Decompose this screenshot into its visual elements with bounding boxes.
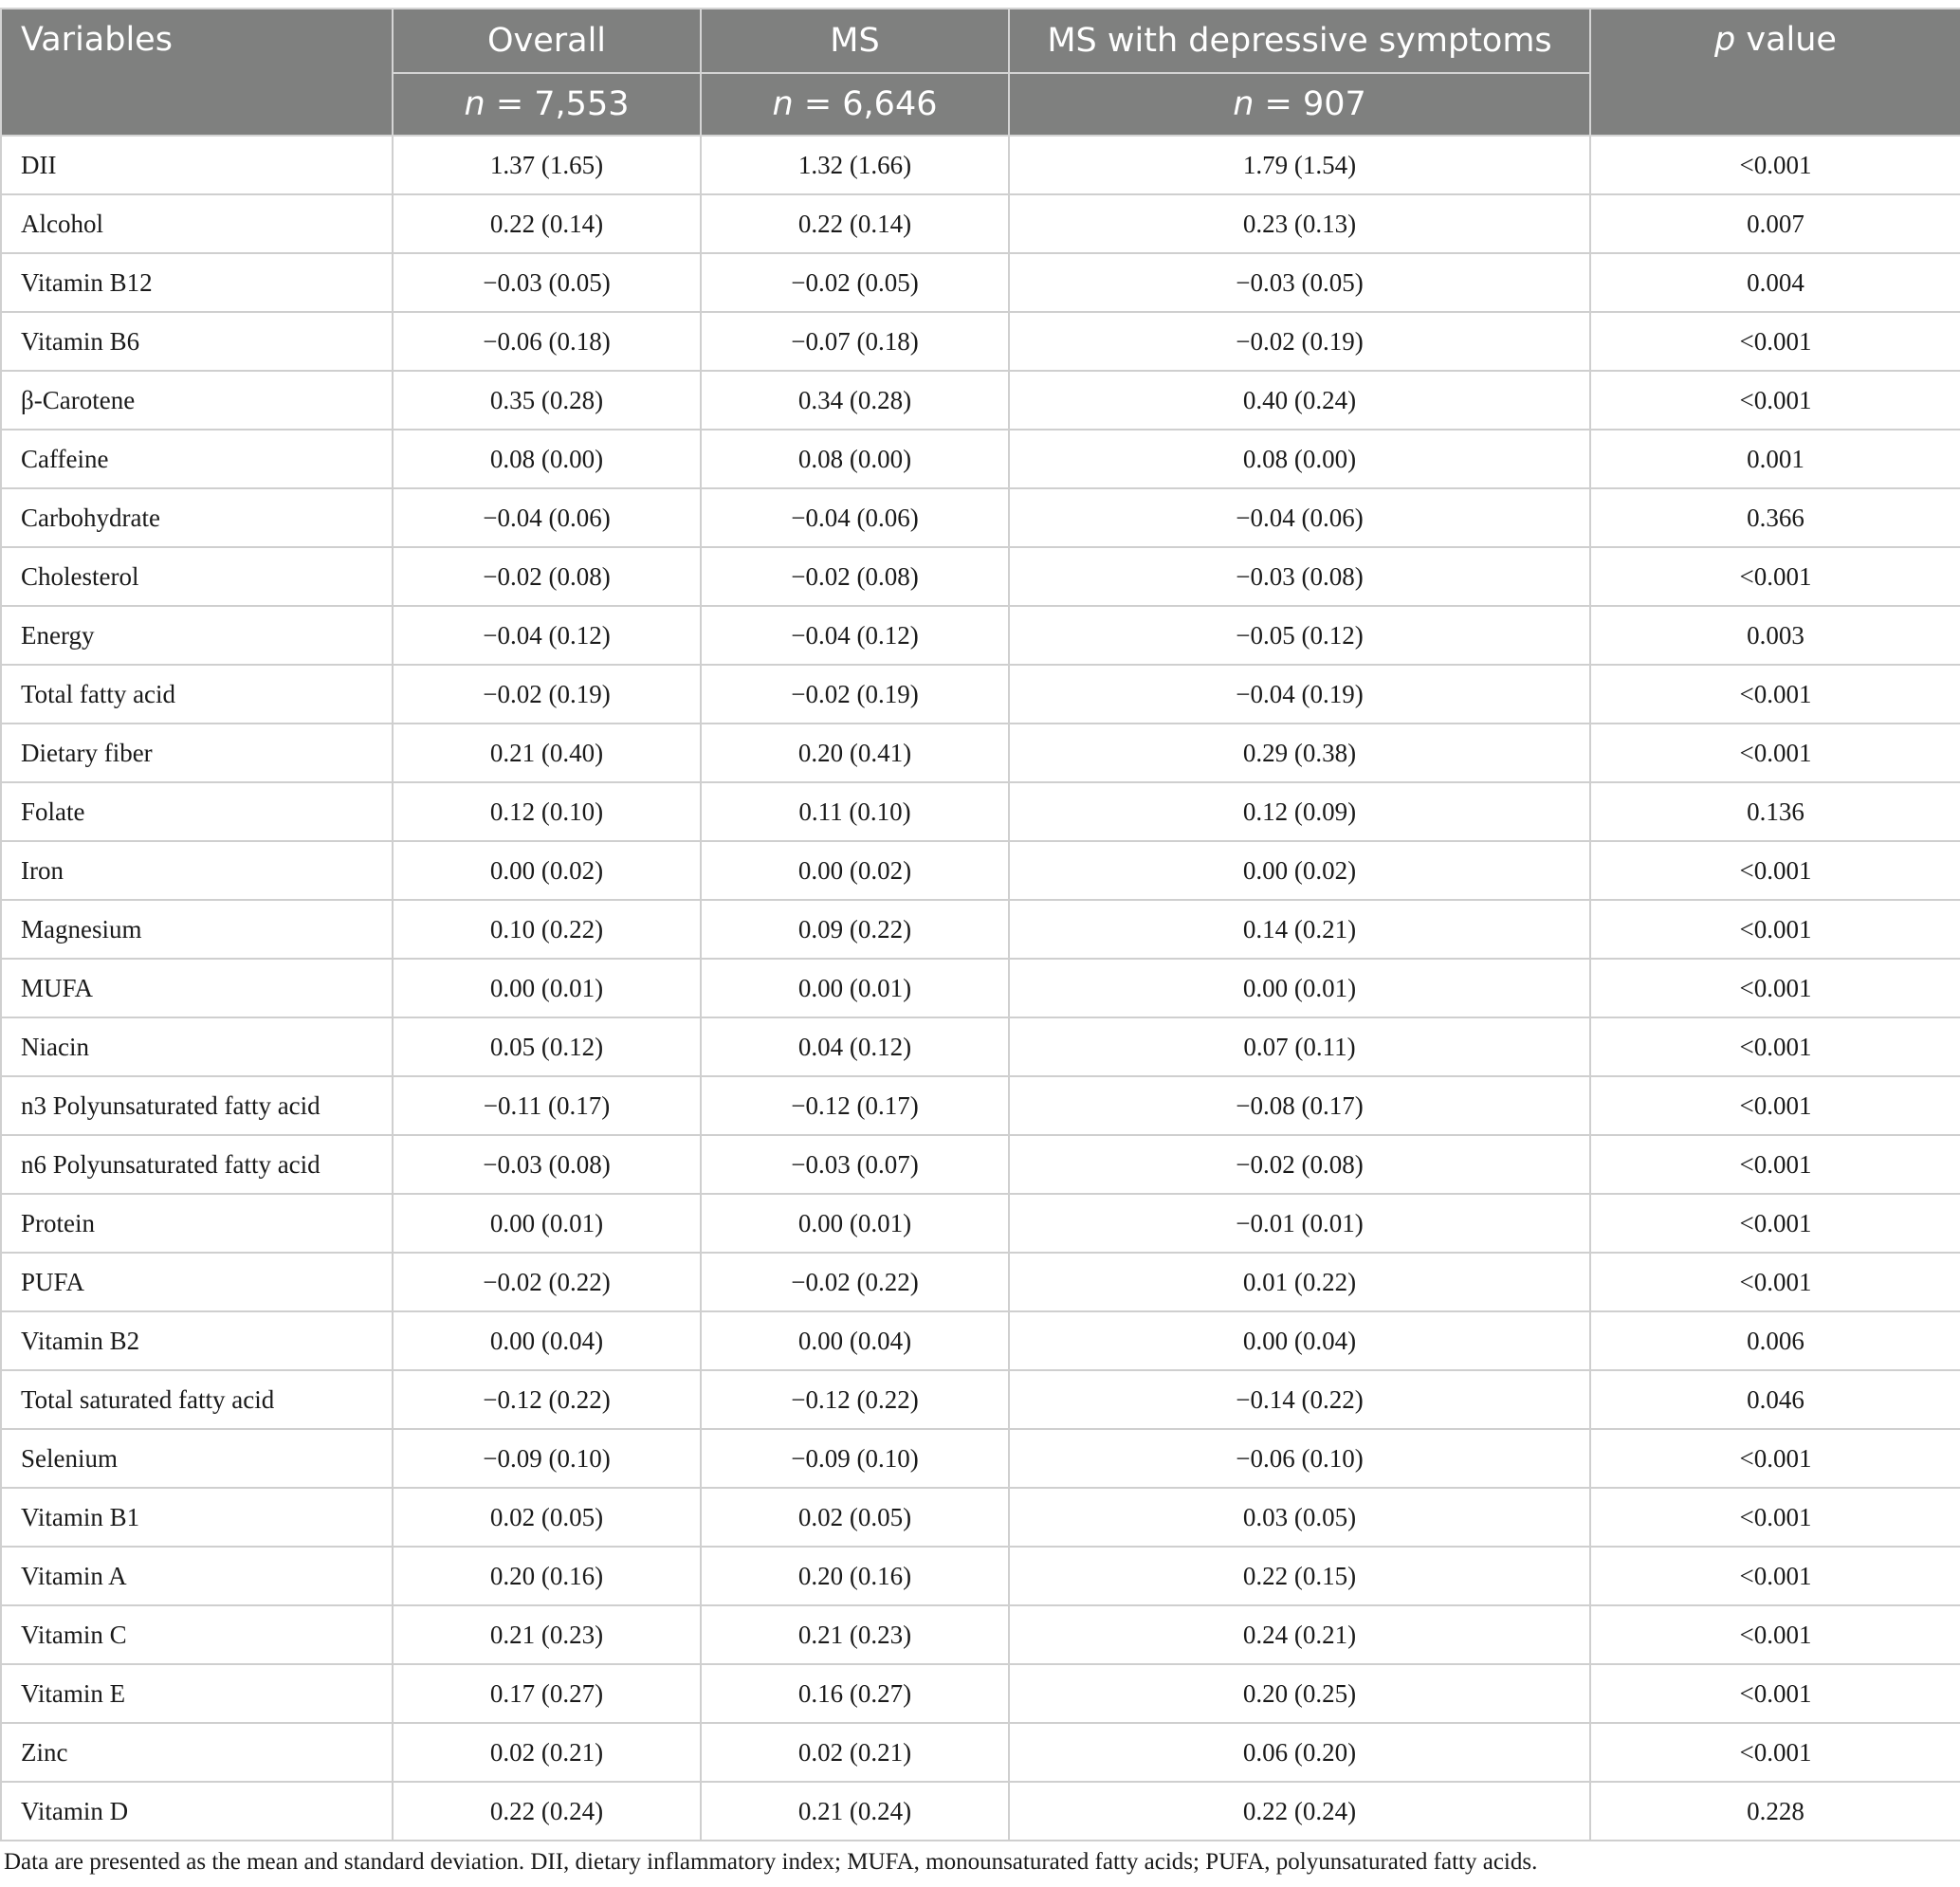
cell-p-value: 0.007	[1590, 194, 1960, 253]
cell-variable: n3 Polyunsaturated fatty acid	[1, 1076, 393, 1135]
cell-ms-depressive: 0.01 (0.22)	[1009, 1253, 1590, 1311]
header-ms-depressive: MS with depressive symptoms	[1009, 9, 1590, 73]
cell-ms: 0.09 (0.22)	[701, 900, 1009, 959]
header-p-rest: value	[1735, 21, 1837, 59]
table-row	[1, 371, 1960, 430]
cell-overall: 0.00 (0.02)	[393, 841, 701, 900]
cell-overall: 0.21 (0.23)	[393, 1605, 701, 1664]
n-symbol: n	[464, 85, 485, 123]
cell-p-value: <0.001	[1590, 1723, 1960, 1782]
cell-ms-depressive: 0.06 (0.20)	[1009, 1723, 1590, 1782]
cell-ms-depressive: −0.08 (0.17)	[1009, 1076, 1590, 1135]
cell-p-value: 0.003	[1590, 606, 1960, 665]
table-row	[1, 782, 1960, 841]
cell-p-value: <0.001	[1590, 841, 1960, 900]
cell-ms: 0.02 (0.21)	[701, 1723, 1009, 1782]
cell-variable: Cholesterol	[1, 547, 393, 606]
cell-ms: 0.20 (0.41)	[701, 724, 1009, 782]
table-body	[1, 136, 1960, 1841]
cell-overall: −0.09 (0.10)	[393, 1429, 701, 1488]
table-row	[1, 1017, 1960, 1076]
cell-p-value: <0.001	[1590, 1488, 1960, 1547]
cell-variable: β-Carotene	[1, 371, 393, 430]
cell-ms: −0.02 (0.22)	[701, 1253, 1009, 1311]
cell-ms-depressive: −0.06 (0.10)	[1009, 1429, 1590, 1488]
table-row	[1, 1370, 1960, 1429]
cell-ms: 0.00 (0.04)	[701, 1311, 1009, 1370]
cell-variable: Alcohol	[1, 194, 393, 253]
cell-p-value: 0.004	[1590, 253, 1960, 312]
cell-variable: Vitamin C	[1, 1605, 393, 1664]
cell-p-value: <0.001	[1590, 547, 1960, 606]
cell-overall: 0.10 (0.22)	[393, 900, 701, 959]
cell-ms-depressive: 0.40 (0.24)	[1009, 371, 1590, 430]
table-row	[1, 1723, 1960, 1782]
cell-p-value: 0.366	[1590, 488, 1960, 547]
cell-ms-depressive: 0.00 (0.04)	[1009, 1311, 1590, 1370]
table-row	[1, 1605, 1960, 1664]
cell-variable: Iron	[1, 841, 393, 900]
cell-ms: 0.22 (0.14)	[701, 194, 1009, 253]
cell-ms: 0.02 (0.05)	[701, 1488, 1009, 1547]
cell-variable: n6 Polyunsaturated fatty acid	[1, 1135, 393, 1194]
table-row	[1, 1488, 1960, 1547]
cell-overall: 0.12 (0.10)	[393, 782, 701, 841]
cell-variable: DII	[1, 136, 393, 194]
header-p-italic: p	[1714, 21, 1736, 59]
cell-ms: −0.02 (0.08)	[701, 547, 1009, 606]
cell-overall: −0.11 (0.17)	[393, 1076, 701, 1135]
cell-overall: −0.02 (0.22)	[393, 1253, 701, 1311]
table-row	[1, 900, 1960, 959]
cell-ms-depressive: 0.00 (0.02)	[1009, 841, 1590, 900]
table-row	[1, 1429, 1960, 1488]
cell-overall: 0.17 (0.27)	[393, 1664, 701, 1723]
cell-variable: Carbohydrate	[1, 488, 393, 547]
cell-variable: Vitamin A	[1, 1547, 393, 1605]
cell-overall: 0.22 (0.14)	[393, 194, 701, 253]
table-row	[1, 959, 1960, 1017]
cell-variable: Zinc	[1, 1723, 393, 1782]
cell-variable: Vitamin B12	[1, 253, 393, 312]
cell-ms: 0.00 (0.01)	[701, 959, 1009, 1017]
cell-overall: 0.00 (0.01)	[393, 959, 701, 1017]
cell-ms: −0.04 (0.12)	[701, 606, 1009, 665]
cell-overall: −0.06 (0.18)	[393, 312, 701, 371]
header-overall-n	[393, 73, 701, 136]
cell-ms-depressive: 0.03 (0.05)	[1009, 1488, 1590, 1547]
cell-ms-depressive: −0.04 (0.19)	[1009, 665, 1590, 724]
table-row	[1, 1076, 1960, 1135]
table-row	[1, 724, 1960, 782]
cell-ms: −0.09 (0.10)	[701, 1429, 1009, 1488]
cell-p-value: <0.001	[1590, 724, 1960, 782]
table-row	[1, 312, 1960, 371]
cell-p-value: 0.001	[1590, 430, 1960, 488]
ms-n-value: = 6,646	[793, 85, 938, 123]
cell-ms-depressive: 0.29 (0.38)	[1009, 724, 1590, 782]
ms-depressive-n-value: = 907	[1254, 85, 1366, 123]
cell-ms-depressive: 0.22 (0.15)	[1009, 1547, 1590, 1605]
cell-overall: 0.35 (0.28)	[393, 371, 701, 430]
cell-overall: −0.03 (0.05)	[393, 253, 701, 312]
cell-overall: 0.20 (0.16)	[393, 1547, 701, 1605]
cell-ms-depressive: 0.07 (0.11)	[1009, 1017, 1590, 1076]
cell-variable: PUFA	[1, 1253, 393, 1311]
cell-variable: Total fatty acid	[1, 665, 393, 724]
header-row-labels	[1, 9, 1960, 73]
cell-overall: 0.08 (0.00)	[393, 430, 701, 488]
data-table	[0, 8, 1960, 1841]
cell-ms: −0.12 (0.17)	[701, 1076, 1009, 1135]
cell-p-value: <0.001	[1590, 1429, 1960, 1488]
cell-variable: Magnesium	[1, 900, 393, 959]
table-row	[1, 253, 1960, 312]
cell-p-value: <0.001	[1590, 1664, 1960, 1723]
table-row	[1, 841, 1960, 900]
cell-ms: −0.03 (0.07)	[701, 1135, 1009, 1194]
table-row	[1, 1547, 1960, 1605]
cell-ms-depressive: 0.14 (0.21)	[1009, 900, 1590, 959]
cell-variable: Vitamin B2	[1, 1311, 393, 1370]
cell-overall: −0.12 (0.22)	[393, 1370, 701, 1429]
cell-overall: −0.04 (0.06)	[393, 488, 701, 547]
table-row	[1, 606, 1960, 665]
cell-p-value: <0.001	[1590, 312, 1960, 371]
cell-p-value: 0.046	[1590, 1370, 1960, 1429]
cell-ms: 0.21 (0.24)	[701, 1782, 1009, 1841]
cell-ms-depressive: 0.23 (0.13)	[1009, 194, 1590, 253]
cell-overall: 0.21 (0.40)	[393, 724, 701, 782]
header-ms: MS	[701, 9, 1009, 73]
cell-p-value: 0.136	[1590, 782, 1960, 841]
cell-overall: −0.03 (0.08)	[393, 1135, 701, 1194]
cell-ms-depressive: 0.24 (0.21)	[1009, 1605, 1590, 1664]
cell-ms-depressive: 0.12 (0.09)	[1009, 782, 1590, 841]
header-p-value	[1590, 9, 1960, 136]
cell-variable: Vitamin E	[1, 1664, 393, 1723]
cell-variable: Vitamin D	[1, 1782, 393, 1841]
cell-ms-depressive: 0.08 (0.00)	[1009, 430, 1590, 488]
cell-p-value: <0.001	[1590, 1194, 1960, 1253]
cell-p-value: <0.001	[1590, 665, 1960, 724]
table-footnote: Data are presented as the mean and standard deviation. DII, dietary inflammatory index; MUFA, monounsaturated fatty acids; PUFA, polyunsaturated fatty acids.	[4, 1849, 1538, 1875]
table-row	[1, 1194, 1960, 1253]
n-symbol: n	[1233, 85, 1255, 123]
cell-variable: MUFA	[1, 959, 393, 1017]
cell-p-value: 0.006	[1590, 1311, 1960, 1370]
cell-overall: 0.02 (0.21)	[393, 1723, 701, 1782]
cell-ms: −0.04 (0.06)	[701, 488, 1009, 547]
cell-ms: 0.16 (0.27)	[701, 1664, 1009, 1723]
cell-p-value: <0.001	[1590, 1547, 1960, 1605]
cell-variable: Vitamin B6	[1, 312, 393, 371]
cell-ms-depressive: −0.04 (0.06)	[1009, 488, 1590, 547]
cell-ms-depressive: −0.03 (0.08)	[1009, 547, 1590, 606]
cell-variable: Caffeine	[1, 430, 393, 488]
cell-overall: 1.37 (1.65)	[393, 136, 701, 194]
header-ms-depressive-n	[1009, 73, 1590, 136]
cell-p-value: <0.001	[1590, 1017, 1960, 1076]
cell-ms: 0.11 (0.10)	[701, 782, 1009, 841]
table-header	[1, 9, 1960, 136]
cell-ms-depressive: −0.03 (0.05)	[1009, 253, 1590, 312]
cell-ms-depressive: −0.05 (0.12)	[1009, 606, 1590, 665]
cell-ms-depressive: −0.02 (0.08)	[1009, 1135, 1590, 1194]
header-variables: Variables	[1, 9, 393, 136]
cell-ms-depressive: −0.14 (0.22)	[1009, 1370, 1590, 1429]
cell-overall: 0.00 (0.04)	[393, 1311, 701, 1370]
cell-variable: Selenium	[1, 1429, 393, 1488]
cell-overall: 0.22 (0.24)	[393, 1782, 701, 1841]
cell-variable: Dietary fiber	[1, 724, 393, 782]
table-row	[1, 1253, 1960, 1311]
cell-variable: Vitamin B1	[1, 1488, 393, 1547]
cell-variable: Niacin	[1, 1017, 393, 1076]
table-row	[1, 488, 1960, 547]
cell-ms-depressive: 1.79 (1.54)	[1009, 136, 1590, 194]
table-row	[1, 136, 1960, 194]
cell-variable: Folate	[1, 782, 393, 841]
cell-p-value: <0.001	[1590, 1253, 1960, 1311]
cell-ms-depressive: −0.02 (0.19)	[1009, 312, 1590, 371]
cell-p-value: <0.001	[1590, 371, 1960, 430]
cell-ms: 0.00 (0.01)	[701, 1194, 1009, 1253]
cell-ms: 0.34 (0.28)	[701, 371, 1009, 430]
cell-ms: 0.08 (0.00)	[701, 430, 1009, 488]
cell-ms: −0.02 (0.19)	[701, 665, 1009, 724]
cell-overall: 0.00 (0.01)	[393, 1194, 701, 1253]
cell-p-value: <0.001	[1590, 136, 1960, 194]
header-ms-n	[701, 73, 1009, 136]
table-row	[1, 430, 1960, 488]
cell-ms-depressive: −0.01 (0.01)	[1009, 1194, 1590, 1253]
cell-ms: 0.04 (0.12)	[701, 1017, 1009, 1076]
cell-overall: 0.05 (0.12)	[393, 1017, 701, 1076]
cell-overall: −0.02 (0.08)	[393, 547, 701, 606]
cell-p-value: <0.001	[1590, 1135, 1960, 1194]
cell-overall: 0.02 (0.05)	[393, 1488, 701, 1547]
cell-p-value: 0.228	[1590, 1782, 1960, 1841]
table-row	[1, 1782, 1960, 1841]
table-row	[1, 194, 1960, 253]
table-row	[1, 1311, 1960, 1370]
cell-ms: −0.12 (0.22)	[701, 1370, 1009, 1429]
cell-overall: −0.02 (0.19)	[393, 665, 701, 724]
header-overall: Overall	[393, 9, 701, 73]
cell-ms: −0.02 (0.05)	[701, 253, 1009, 312]
cell-variable: Protein	[1, 1194, 393, 1253]
cell-ms: 0.21 (0.23)	[701, 1605, 1009, 1664]
table-row	[1, 1664, 1960, 1723]
cell-ms-depressive: 0.20 (0.25)	[1009, 1664, 1590, 1723]
cell-p-value: <0.001	[1590, 1605, 1960, 1664]
cell-ms: 1.32 (1.66)	[701, 136, 1009, 194]
cell-ms-depressive: 0.22 (0.24)	[1009, 1782, 1590, 1841]
overall-n-value: = 7,553	[485, 85, 630, 123]
cell-ms-depressive: 0.00 (0.01)	[1009, 959, 1590, 1017]
cell-variable: Energy	[1, 606, 393, 665]
cell-variable: Total saturated fatty acid	[1, 1370, 393, 1429]
cell-p-value: <0.001	[1590, 900, 1960, 959]
cell-ms: −0.07 (0.18)	[701, 312, 1009, 371]
cell-ms: 0.00 (0.02)	[701, 841, 1009, 900]
table-row	[1, 1135, 1960, 1194]
table-row	[1, 547, 1960, 606]
cell-p-value: <0.001	[1590, 959, 1960, 1017]
cell-overall: −0.04 (0.12)	[393, 606, 701, 665]
cell-p-value: <0.001	[1590, 1076, 1960, 1135]
cell-ms: 0.20 (0.16)	[701, 1547, 1009, 1605]
n-symbol: n	[772, 85, 794, 123]
table-row	[1, 665, 1960, 724]
